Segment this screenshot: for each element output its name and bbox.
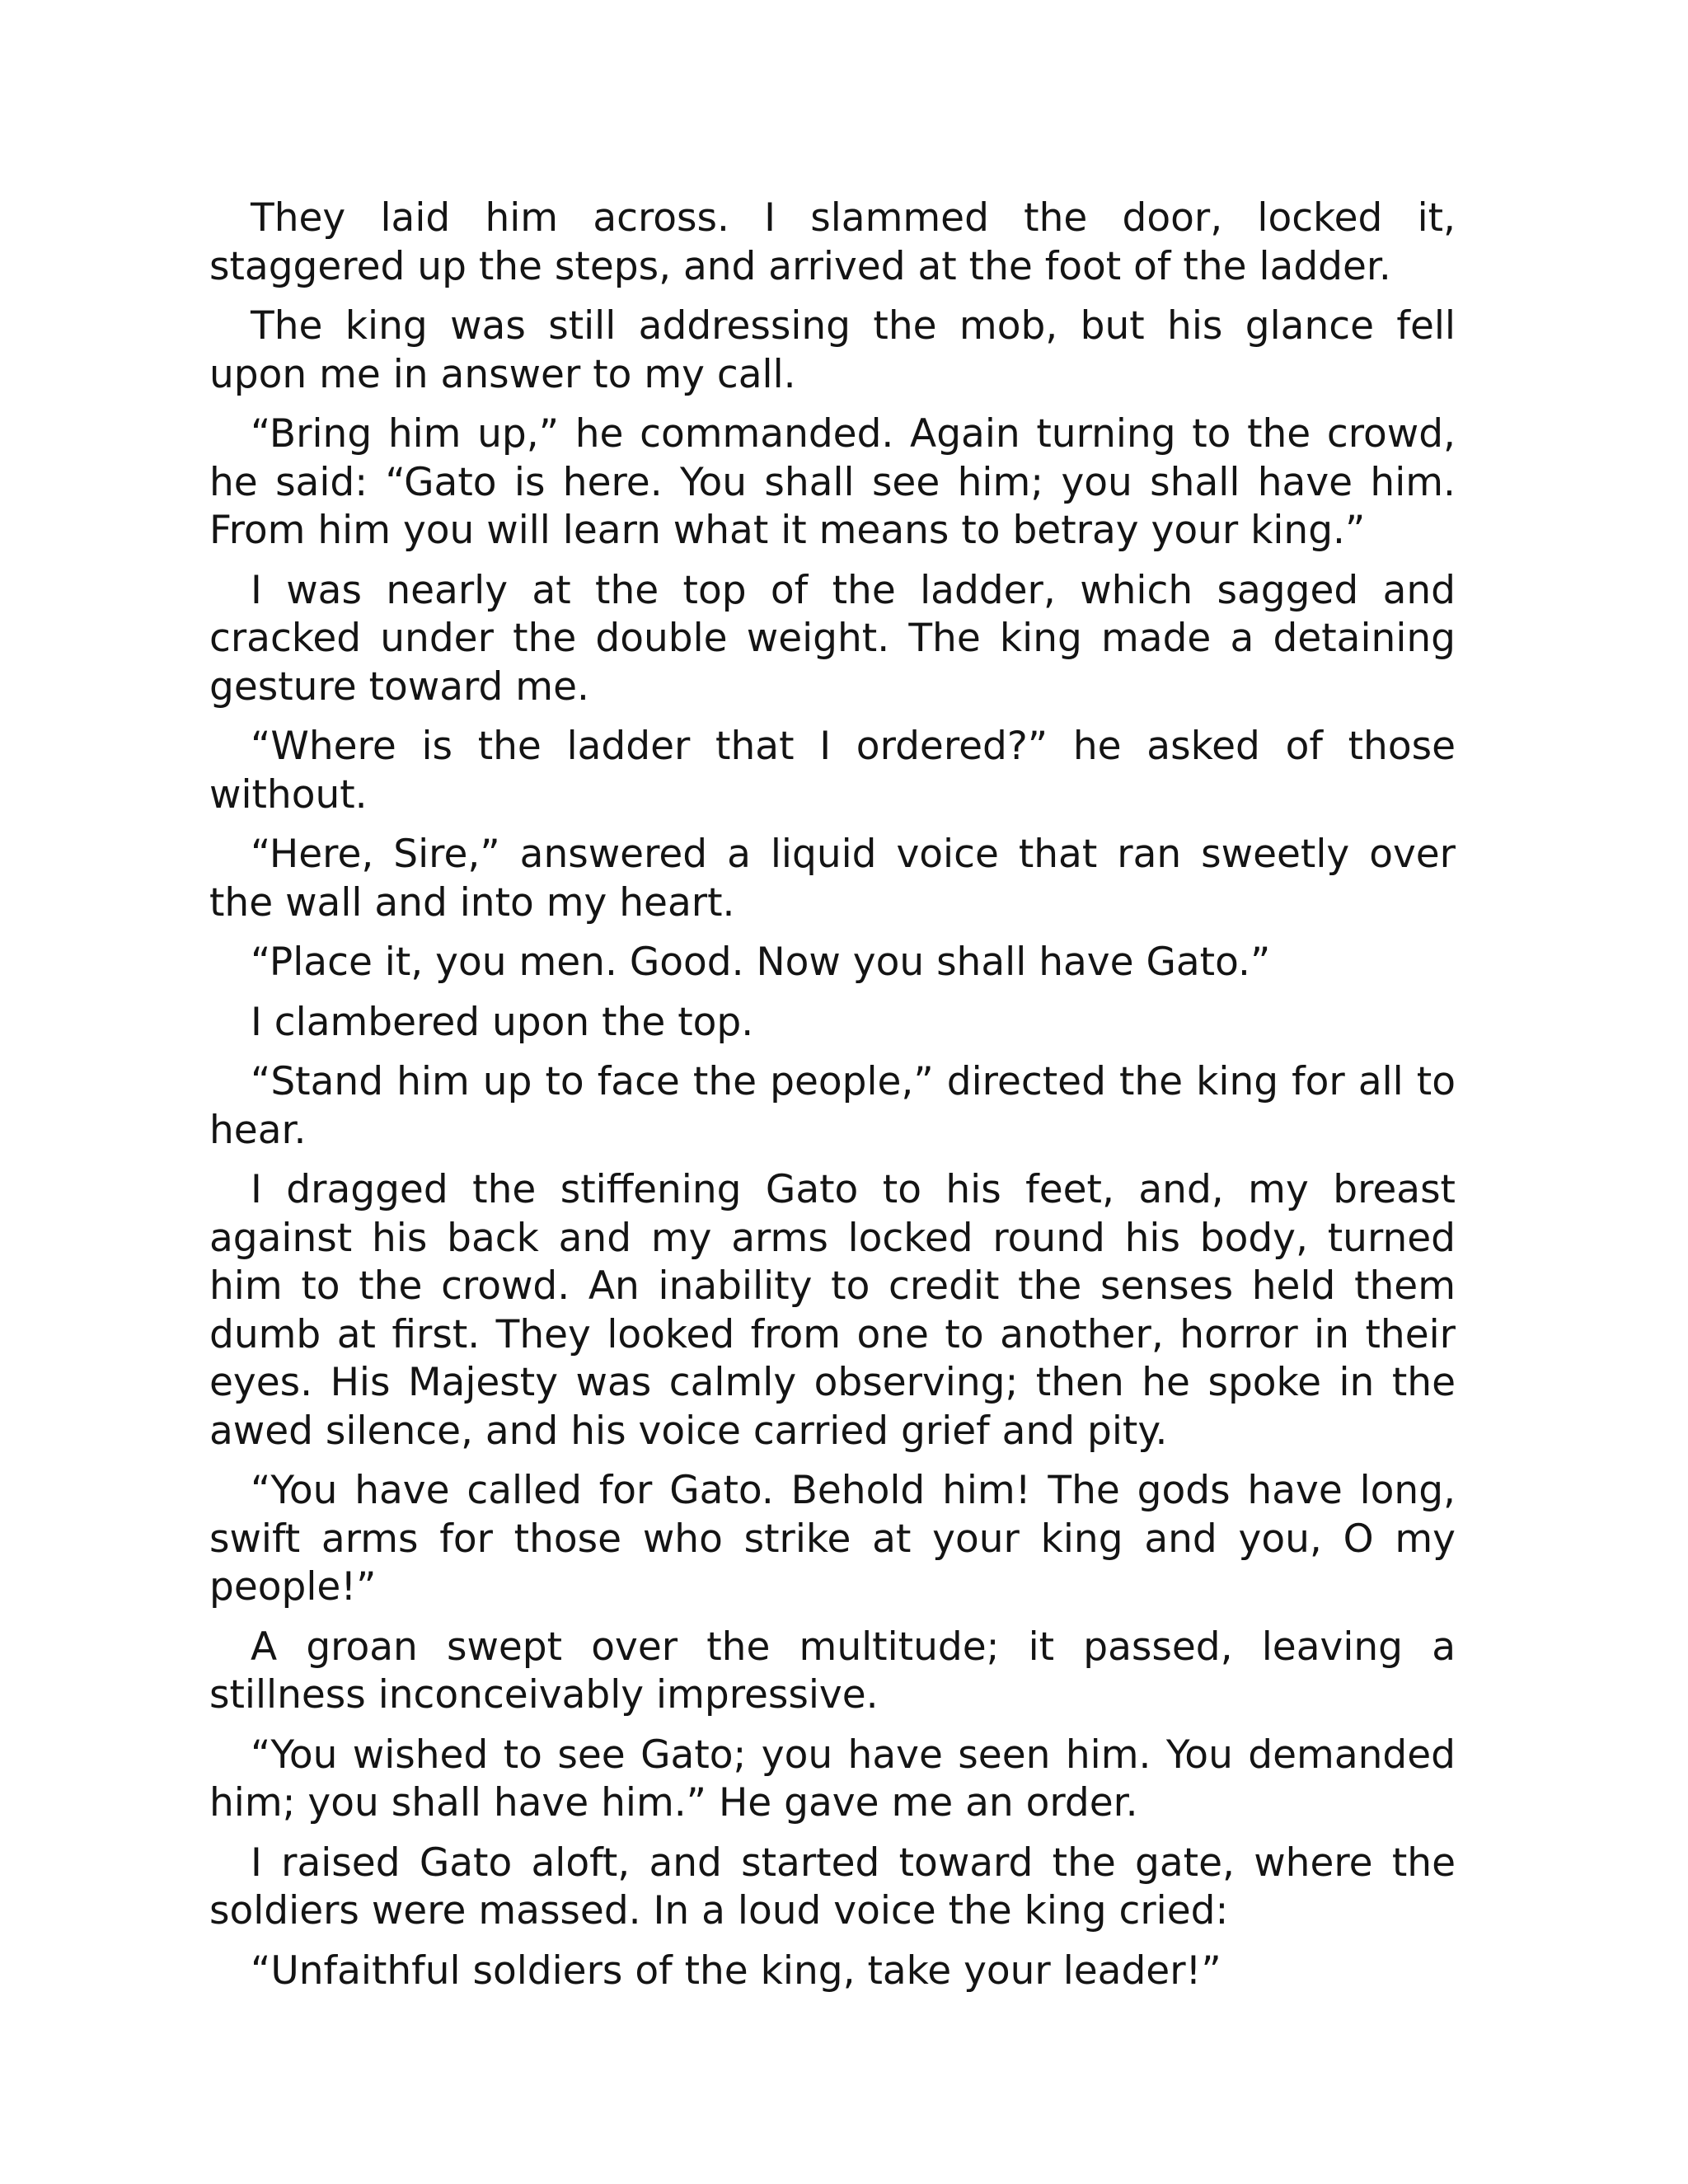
paragraph: A groan swept over the multitude; it passed, leaving a stillness inconceivably impressive. [209,1624,1456,1718]
paragraph: I clambered upon the top. [251,999,754,1045]
paragraph: “Unfaithful soldiers of the king, take your leader!” [251,1947,1221,1994]
paragraph: I dragged the stiffening Gato to his feet, and, my breast against his back and my arms locked round his body, turned him to the crowd. An inability to credit the senses held them dumb at first. They looked from one to another, horror in their eyes. His Majesty was calmly observing; then he spoke in the awed silence, and his voice carried grief and pity. [209,1167,1456,1454]
paragraph: They laid him across. I slammed the door, locked it, staggered up the steps, and arrived at the foot of the ladder. [209,195,1456,289]
paragraph: The king was still addressing the mob, but his glance fell upon me in answer to my call. [209,303,1456,397]
paragraph: I raised Gato aloft, and started toward the gate, where the soldiers were massed. In a loud voice the king cried: [209,1840,1456,1933]
paragraph: “You have called for Gato. Behold him! The gods have long, swift arms for those who strike at your king and you, O my people!” [209,1468,1456,1610]
paragraph: “You wished to see Gato; you have seen him. You demanded him; you shall have him.” He gave me an order. [209,1732,1456,1825]
paragraph: “Bring him up,” he commanded. Again turning to the crowd, he said: “Gato is here. You shall see him; you shall have him. From him you will learn what it means to betray your king.” [209,411,1456,553]
paragraph: “Place it, you men. Good. Now you shall have Gato.” [251,940,1271,985]
paragraph: “Here, Sire,” answered a liquid voice that ran sweetly over the wall and into my heart. [209,832,1456,926]
paragraph: I was nearly at the top of the ladder, which sagged and cracked under the double weight. The king made a detaining gesture toward me. [209,567,1456,710]
document-page [209,194,1456,1995]
paragraph: “Stand him up to face the people,” directed the king for all to hear. [209,1059,1456,1153]
paragraph: “Where is the ladder that I ordered?” he asked of those without. [209,724,1456,818]
